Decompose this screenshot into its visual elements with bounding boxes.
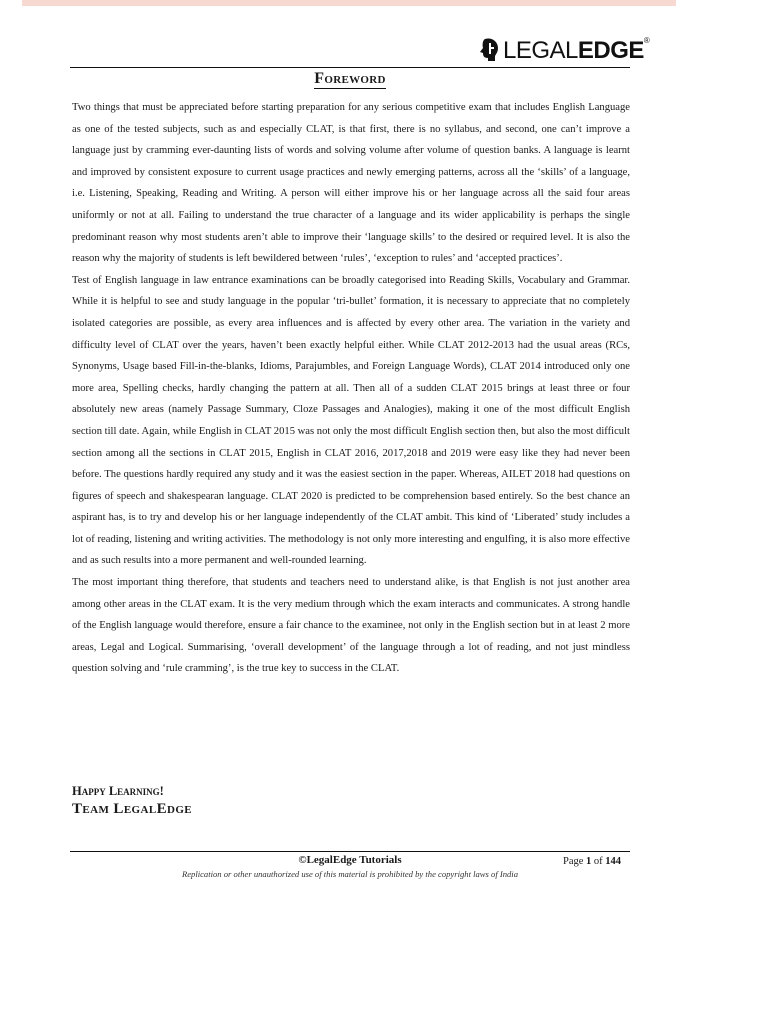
page-number: Page 1 of 144 bbox=[563, 856, 622, 867]
paragraph: Test of English language in law entrance examinations can be broadly categorised into Reading Skills, Vocabulary and Grammar. While it is helpful to see and study language in the popular ‘tri-bullet’ formation, it is necessary to appreciate that no completely isolated categories are possible, as every area influences and is affected by every other area. The variation in the variety and difficulty level of CLAT over the years, haven’t been exactly helpful either. While CLAT 2012-2013 had the usual areas (RCs, Synonyms, Usage based Fill-in-the-blanks, Idioms, Parajumbles, and Foreign Language Words), CLAT 2014 introduced only one more area, Spelling checks, hardly changing the pattern at all. Then all of a sudden CLAT 2015 brings at least three or four absolutely new areas (namely Passage Summary, Cloze Passages and Analogies), making it one of the most difficult English section till date. Again, while English in CLAT 2015 was not only the most difficult English section then, but also the most difficult section among all the sections in CLAT 2015, English in CLAT 2016, 2017,2018 and 2019 were easy like they had never been before. The questions hardly required any study and it was the easiest section in the paper. Whereas, AILET 2018 had questions on figures of speech and shakespearan language. CLAT 2020 is predicted to be comprehension based entirely. So the best chance an aspirant has, is to try and develop his or her language independently of the CLAT ambit. This kind of ‘Liberated’ study includes a lot of reading, listening and writing activities. The methodology is not only more interesting and engulfing, it is also more effective and as such results into a more permanent and well-rounded learning. bbox=[72, 274, 630, 567]
logo-wordmark: LEGALEDGE® bbox=[503, 36, 650, 64]
header-rule bbox=[70, 67, 630, 68]
page-title: Foreword bbox=[314, 70, 386, 87]
footer-copyright: ©LegalEdge Tutorials bbox=[298, 854, 402, 866]
copyright-notice: Replication or other unauthorized use of this material is prohibited by the copyright laws of India bbox=[181, 869, 518, 879]
closing-greeting: Happy Learning! bbox=[72, 784, 164, 798]
paragraph: Two things that must be appreciated before starting preparation for any serious competitive exam that includes English Language as one of the tested subjects, such as and especially CLAT, is that first, there is no syllabus, and second, one can’t improve a language just by cramming ever-daunting lists of words and solving volume after volume of question banks. A language is learnt and improved by consistent exposure to current usage practices and newly emerging patterns, across all the ‘skills’ of a language, i.e. Listening, Speaking, Reading and Writing. A person will either improve his or her language across all the said four areas uniformly or not at all. Failing to understand the true character of a language and its wider applicability is perhaps the single predominant reason why most students aren’t able to improve their ‘language skills’ to the desired or required level. It is also the reason why the majority of students is left bewildered between ‘rules’, ‘exception to rules’ and ‘accepted practices’. bbox=[72, 102, 630, 265]
top-color-band bbox=[22, 0, 676, 6]
legaledge-logo bbox=[478, 36, 649, 66]
paragraph: The most important thing therefore, that students and teachers need to understand alike, is that English is not just another area among other areas in the CLAT exam. It is the very medium through which the exam interacts and communicates. A strong handle of the English language would therefore, ensure a fair chance to the examinee, not only in the English section but in at least 2 more areas, Legal and Logical. Summarising, ‘overall development’ of the language through a lot of reading, and not just mindless question solving and ‘rule cramming’, is the true key to success in the CLAT. bbox=[72, 577, 630, 675]
legaledge-head-logo-icon bbox=[478, 37, 500, 65]
closing-signature: Team LegalEdge bbox=[72, 801, 193, 817]
foreword-body bbox=[72, 97, 630, 680]
footer-rule bbox=[70, 851, 630, 852]
